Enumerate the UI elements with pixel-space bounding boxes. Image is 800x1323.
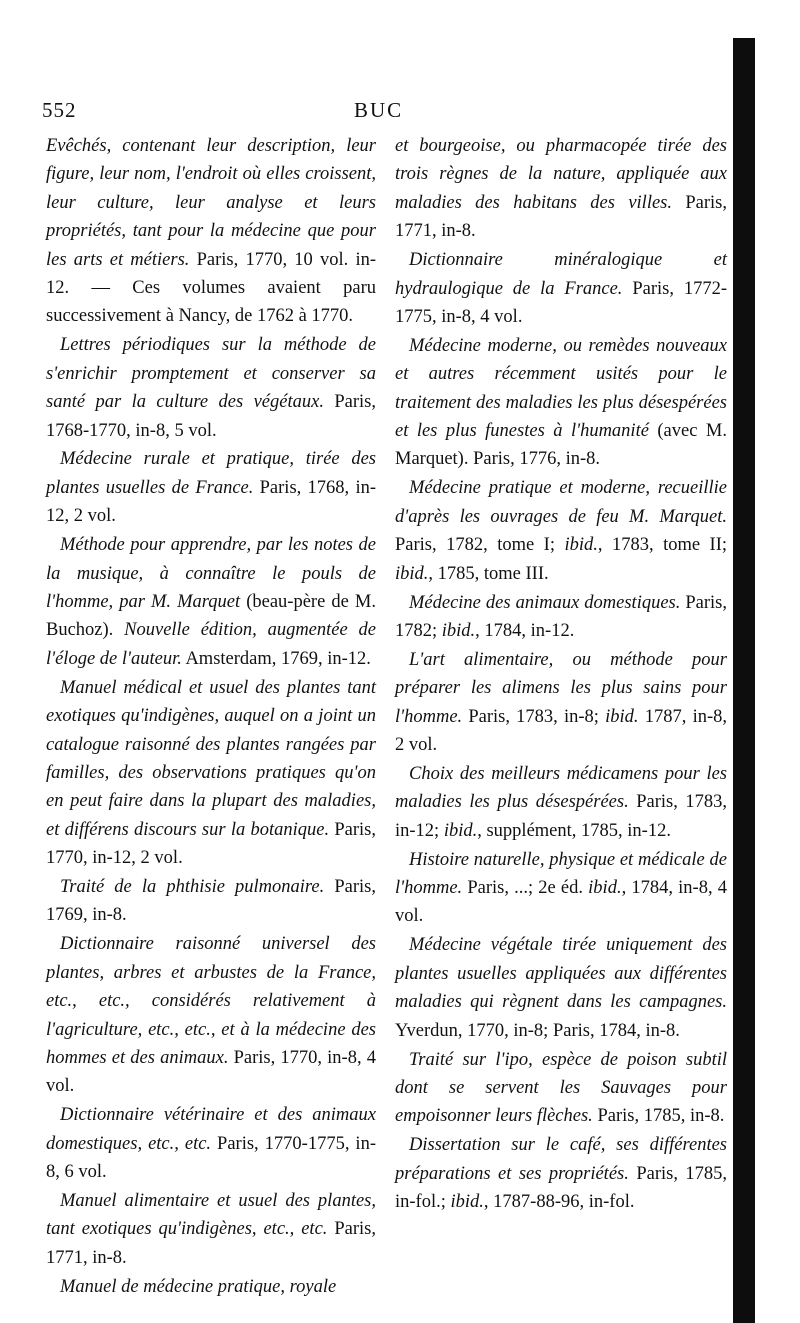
entry-details: Paris, 1782, tome I;	[395, 535, 565, 556]
entry-title: ibid.	[588, 878, 622, 899]
scan-edge-bar	[733, 38, 755, 1323]
entry-details: 1787, in-8, 2 vol.	[395, 706, 727, 756]
bibliography-entry	[395, 931, 727, 1045]
entry-details: Paris, 1770, in-8, 4 vol.	[46, 1048, 376, 1097]
entry-details: , 1784, in-8, 4 vol.	[395, 878, 727, 927]
entry-details: Paris, 1769, in-8.	[46, 877, 377, 926]
entry-details: Paris, 1785, in-8.	[592, 1106, 725, 1127]
entry-title: Manuel alimentaire et usuel des plantes, tant exotiques qu'indigènes, etc., etc.	[46, 1191, 376, 1240]
entry-title: ibid.	[450, 1192, 484, 1213]
entry-details: Paris, 1768-1770, in-8, 5 vol.	[46, 392, 376, 441]
entry-details: Paris, ...; 2e éd.	[462, 878, 589, 899]
entry-title: Manuel de médecine pratique, royale	[60, 1276, 337, 1297]
entry-title: Médecine moderne, ou remèdes nouveaux et autres récemment usités pour le traitement des maladies les plus désespérées et les plus funestes à l'humanité	[395, 335, 727, 442]
bibliography-entry	[395, 474, 727, 588]
bibliography-entry	[46, 132, 376, 331]
entry-title: Dictionnaire minéralogique et hydraulogique de la France.	[395, 250, 727, 299]
entry-title: Méthode pour apprendre, par les notes de la musique, à connaître le pouls de l'homme, par M. Marquet	[46, 535, 376, 612]
bibliography-entry	[395, 132, 727, 246]
entry-details: Paris, 1785, in-fol.;	[395, 1163, 728, 1213]
entry-title: Médecine pratique et moderne, recueillie d'après les ouvrages de feu M. Marquet.	[395, 478, 727, 527]
bibliography-entry	[395, 1131, 727, 1216]
bibliography-entry	[395, 589, 727, 646]
entry-details: Amsterdam, 1769, in-12.	[181, 648, 371, 669]
bibliography-entry	[46, 1187, 376, 1272]
entry-title: Médecine des animaux domestiques.	[409, 592, 681, 613]
entry-details: Paris, 1771, in-8.	[46, 1219, 376, 1268]
entry-title: Médecine végétale tirée uniquement des plantes usuelles appliquées aux différentes maladies qui règnent dans les campagnes.	[395, 935, 727, 1013]
bibliography-entry	[46, 331, 376, 445]
entry-details: (beau-père de M. Buchoz).	[46, 592, 376, 641]
entry-title: ibid.	[564, 535, 598, 556]
entry-title: Traité de la phthisie pulmonaire.	[60, 877, 325, 898]
entry-details: , 1787-88-96, in-fol.	[483, 1192, 635, 1213]
entry-details: , 1784, in-12.	[475, 620, 575, 641]
entry-title: Choix des meilleurs médicamens pour les maladies les plus désespérées.	[395, 763, 727, 813]
entry-title: ibid.	[395, 563, 429, 584]
right-column	[395, 132, 727, 1217]
bibliography-entry	[395, 246, 727, 331]
bibliography-entry	[395, 332, 727, 474]
entry-title: Histoire naturelle, physique et médicale de l'homme.	[395, 849, 727, 899]
bibliography-entry	[46, 531, 376, 673]
bibliography-entry	[395, 760, 727, 845]
bibliography-entry	[46, 1273, 376, 1301]
entry-details: , 1785, tome III.	[428, 563, 549, 584]
bibliography-entry	[395, 646, 727, 760]
entry-title: ibid.	[443, 820, 478, 841]
entry-title: ibid.	[441, 620, 476, 641]
entry-details: , supplément, 1785, in-12.	[477, 820, 671, 841]
bibliography-entry	[395, 846, 727, 931]
entry-details: Paris, 1783, in-8;	[462, 706, 606, 727]
entry-details: Paris, 1772-1775, in-8, 4 vol.	[395, 278, 727, 327]
entry-details: Yverdun, 1770, in-8; Paris, 1784, in-8.	[395, 1020, 680, 1041]
entry-details: Paris, 1770-1775, in-8, 6 vol.	[46, 1133, 376, 1183]
entry-details: Paris, 1770, in-12, 2 vol.	[46, 819, 377, 869]
entry-title: Evêchés, contenant leur description, leur figure, leur nom, l'endroit où elles croissent, leur culture, leur analyse et leurs propriétés, tant pour la médecine que pour les arts et métiers.	[46, 136, 376, 270]
entry-title: et bourgeoise, ou pharmacopée tirée des trois règnes de la nature, appliquée aux maladies des habitans des villes.	[395, 136, 727, 213]
entry-details: Paris, 1783, in-12;	[395, 792, 727, 841]
entry-title: Dictionnaire vétérinaire et des animaux domestiques, etc., etc.	[46, 1105, 376, 1154]
entry-details: Paris, 1770, 10 vol. in-12. — Ces volumes avaient paru successivement à Nancy, de 1762 à 1770.	[46, 249, 376, 327]
entry-details: (avec M. Marquet). Paris, 1776, in-8.	[395, 421, 727, 470]
entry-details: , 1783, tome II;	[597, 535, 727, 556]
entry-title: ibid.	[605, 706, 639, 727]
bibliography-entry	[46, 873, 376, 930]
entry-title: Manuel médical et usuel des plantes tant exotiques qu'indigènes, auquel on a joint un catalogue raisonné des plantes rangées par familles, des observations pratiques qu'on en peut faire dans la plupart des maladies, et différens discours sur la botanique.	[46, 677, 376, 840]
entry-title: Dictionnaire raisonné universel des plantes, arbres et arbustes de la France, etc., etc., considérés relativement à l'agriculture, etc., etc., et à la médecine des hommes et des animaux.	[46, 934, 376, 1068]
bibliography-entry	[46, 930, 376, 1100]
entry-title: Traité sur l'ipo, espèce de poison subtil dont se servent les Sauvages pour empoisonner leurs flèches.	[395, 1049, 727, 1127]
bibliography-entry	[46, 1101, 376, 1186]
bibliography-entry	[46, 674, 376, 873]
entry-details: Paris, 1782;	[395, 592, 728, 641]
page-number: 552	[42, 98, 77, 122]
bibliography-entry	[395, 1046, 727, 1131]
entry-title: L'art alimentaire, ou méthode pour préparer les alimens les plus sains pour l'homme.	[395, 649, 727, 727]
bibliography-entry	[46, 445, 376, 530]
entry-details: Paris, 1768, in-12, 2 vol.	[46, 477, 376, 527]
page-header	[42, 98, 722, 128]
entry-title: Médecine rurale et pratique, tirée des plantes usuelles de France.	[46, 449, 376, 498]
entry-title: Nouvelle édition, augmentée de l'éloge de l'auteur.	[46, 620, 376, 669]
left-column	[46, 132, 376, 1302]
entry-title: Dissertation sur le café, ses différentes préparations et ses propriétés.	[395, 1135, 727, 1184]
running-head: BUC	[354, 98, 404, 122]
entry-details: Paris, 1771, in-8.	[395, 192, 727, 242]
entry-title: Lettres périodiques sur la méthode de s'enrichir promptement et conserver sa santé par la culture des végétaux.	[46, 335, 376, 413]
